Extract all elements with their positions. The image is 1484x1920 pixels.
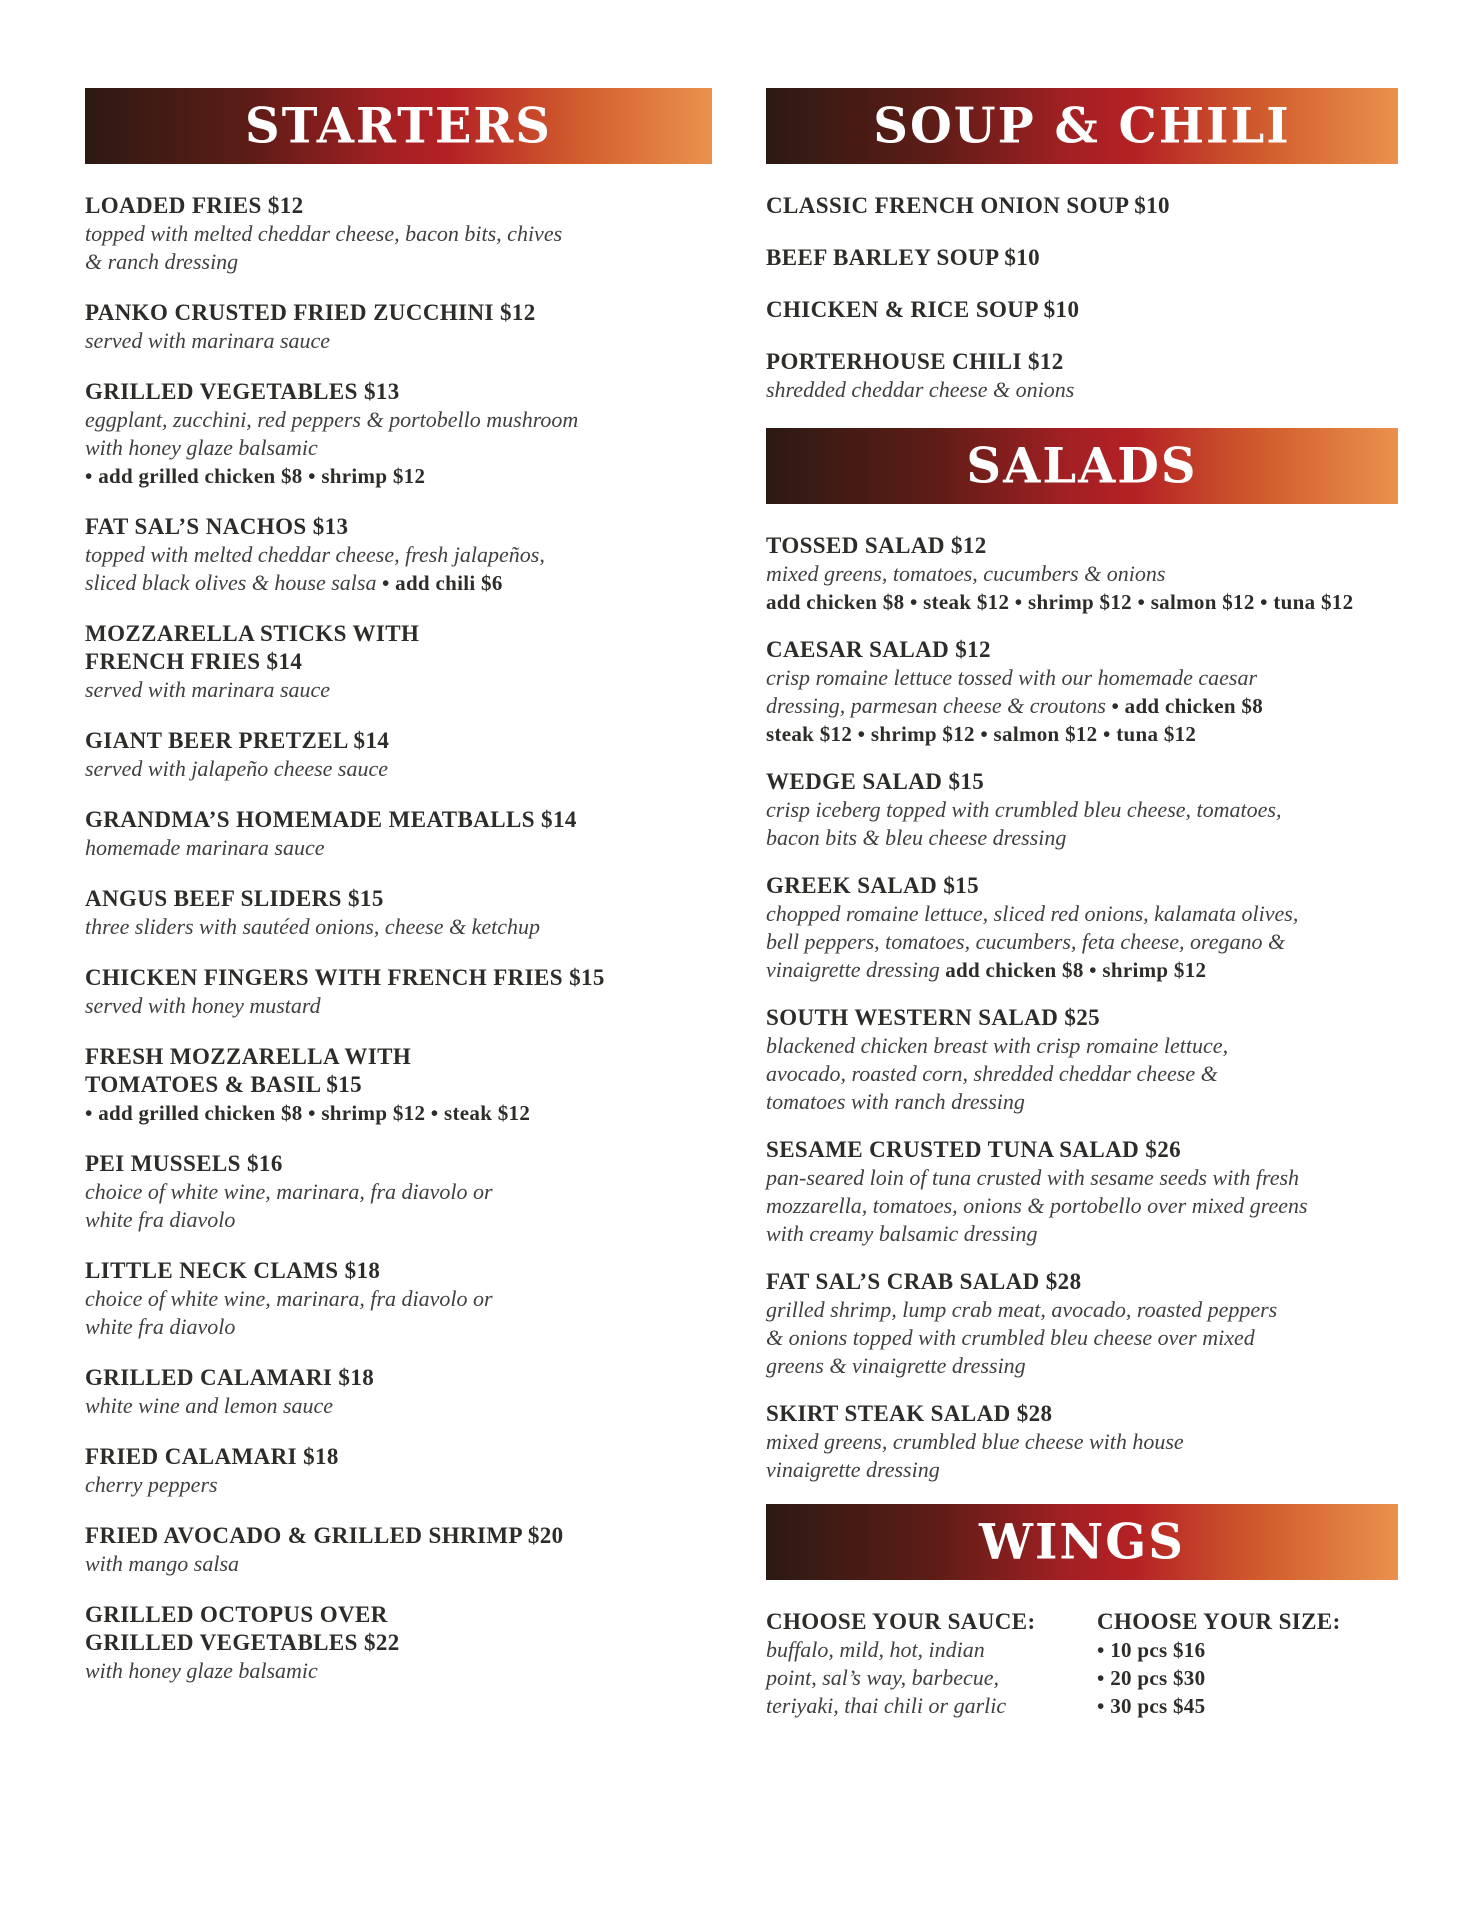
wings-group-heading: CHOOSE YOUR SIZE: xyxy=(1097,1609,1341,1634)
section-title: STARTERS xyxy=(245,97,552,155)
desc-segment: grilled shrimp, lump crab meat, avocado, roasted peppers xyxy=(766,1297,1278,1322)
item-title: FAT SAL’S NACHOS $13 xyxy=(85,514,349,539)
desc-segment: eggplant, zucchini, red peppers & portobello mushroom xyxy=(85,407,579,432)
section-header-bar xyxy=(85,88,712,164)
desc-segment: white fra diavolo xyxy=(85,1314,236,1339)
item-title: FRESH MOZZARELLA WITH xyxy=(85,1044,412,1069)
item-description-line xyxy=(85,1206,712,1234)
desc-segment: • add grilled chicken $8 • shrimp $12 • steak $12 xyxy=(85,1101,531,1125)
item-title: ANGUS BEEF SLIDERS $15 xyxy=(85,886,384,911)
item-title: GRILLED OCTOPUS OVER xyxy=(85,1602,388,1627)
item-title: FAT SAL’S CRAB SALAD $28 xyxy=(766,1269,1082,1294)
menu-item xyxy=(85,1601,712,1685)
menu-item xyxy=(85,299,712,355)
desc-segment: served with jalapeño cheese sauce xyxy=(85,756,389,781)
item-title: LITTLE NECK CLAMS $18 xyxy=(85,1258,381,1283)
desc-segment: dressing, parmesan cheese & croutons xyxy=(766,693,1112,718)
menu-item xyxy=(766,1268,1398,1380)
section-title: WINGS xyxy=(979,1513,1185,1571)
menu-item xyxy=(85,1443,712,1499)
desc-segment: • add grilled chicken $8 • shrimp $12 xyxy=(85,464,426,488)
menu-item xyxy=(85,1043,712,1127)
desc-segment: • add chicken $8 xyxy=(1111,694,1264,718)
desc-segment: served with marinara sauce xyxy=(85,328,331,353)
item-description-line xyxy=(85,434,712,462)
menu-item xyxy=(766,296,1398,324)
item-description-line xyxy=(85,1285,712,1313)
item-title: GRILLED CALAMARI $18 xyxy=(85,1365,375,1390)
desc-segment: vinaigrette dressing xyxy=(766,957,946,982)
item-title: GRANDMA’S HOMEMADE MEATBALLS $14 xyxy=(85,807,577,832)
item-description-line xyxy=(766,1088,1398,1116)
desc-segment: three sliders with sautéed onions, cheese & ketchup xyxy=(85,914,540,939)
menu-item xyxy=(766,1400,1398,1484)
menu-item xyxy=(766,244,1398,272)
desc-segment: • 30 pcs $45 xyxy=(1097,1694,1206,1718)
item-description-line xyxy=(766,1324,1398,1352)
item-description-line xyxy=(85,1392,712,1420)
desc-segment: tomatoes with ranch dressing xyxy=(766,1089,1025,1114)
menu-item xyxy=(85,885,712,941)
menu-column-right xyxy=(766,88,1398,1920)
desc-segment: add chicken $8 • shrimp $12 xyxy=(945,958,1207,982)
desc-segment: avocado, roasted corn, shredded cheddar cheese & xyxy=(766,1061,1218,1086)
desc-segment: with mango salsa xyxy=(85,1551,240,1576)
item-description-line xyxy=(85,569,712,597)
item-title: CHICKEN & RICE SOUP $10 xyxy=(766,297,1080,322)
item-title: GRILLED VEGETABLES $22 xyxy=(85,1630,400,1655)
item-title: SESAME CRUSTED TUNA SALAD $26 xyxy=(766,1137,1182,1162)
item-title: LOADED FRIES $12 xyxy=(85,193,304,218)
menu-item xyxy=(85,1257,712,1341)
desc-segment: homemade marinara sauce xyxy=(85,835,325,860)
desc-segment: steak $12 • shrimp $12 • salmon $12 • tuna $12 xyxy=(766,722,1197,746)
item-description-line xyxy=(766,1352,1398,1380)
item-description-line xyxy=(85,755,712,783)
wings-group-size xyxy=(1097,1608,1341,1720)
item-description-line xyxy=(766,824,1398,852)
item-title: PANKO CRUSTED FRIED ZUCCHINI $12 xyxy=(85,300,536,325)
menu-column-left xyxy=(85,88,712,1920)
menu-item xyxy=(85,192,712,276)
item-description-line xyxy=(85,913,712,941)
item-title: GRILLED VEGETABLES $13 xyxy=(85,379,400,404)
item-title: PORTERHOUSE CHILI $12 xyxy=(766,349,1064,374)
item-title: CHICKEN FINGERS WITH FRENCH FRIES $15 xyxy=(85,965,605,990)
item-title: WEDGE SALAD $15 xyxy=(766,769,985,794)
desc-segment: white fra diavolo xyxy=(85,1207,236,1232)
desc-segment: crisp romaine lettuce tossed with our homemade caesar xyxy=(766,665,1258,690)
item-description-line xyxy=(85,220,712,248)
item-title: BEEF BARLEY SOUP $10 xyxy=(766,245,1041,270)
desc-segment: • 10 pcs $16 xyxy=(1097,1638,1206,1662)
wings-options xyxy=(766,1608,1398,1720)
desc-segment: point, sal’s way, barbecue, xyxy=(766,1665,1000,1690)
item-description-line xyxy=(766,956,1398,984)
desc-segment: add chicken $8 • steak $12 • shrimp $12 • salmon $12 • tuna $12 xyxy=(766,590,1354,614)
menu-item xyxy=(766,348,1398,404)
item-description-line xyxy=(766,1428,1398,1456)
item-description-line xyxy=(766,1220,1398,1248)
desc-segment: chopped romaine lettuce, sliced red onions, kalamata olives, xyxy=(766,901,1299,926)
item-title: SOUTH WESTERN SALAD $25 xyxy=(766,1005,1101,1030)
desc-segment: teriyaki, thai chili or garlic xyxy=(766,1693,1007,1718)
item-description-line xyxy=(766,376,1398,404)
desc-segment: served with honey mustard xyxy=(85,993,321,1018)
menu-item xyxy=(766,872,1398,984)
item-description-line xyxy=(766,928,1398,956)
item-description-line xyxy=(766,1192,1398,1220)
item-description-line xyxy=(85,676,712,704)
section-soup xyxy=(766,88,1398,404)
desc-segment: topped with melted cheddar cheese, fresh jalapeños, xyxy=(85,542,545,567)
item-description-line xyxy=(766,1032,1398,1060)
menu-item xyxy=(85,620,712,704)
item-description-line xyxy=(85,1471,712,1499)
desc-segment: crisp iceberg topped with crumbled bleu cheese, tomatoes, xyxy=(766,797,1282,822)
item-description-line xyxy=(85,1099,712,1127)
item-description-line xyxy=(766,1060,1398,1088)
menu-item xyxy=(85,806,712,862)
desc-segment: bacon bits & bleu cheese dressing xyxy=(766,825,1067,850)
menu-item xyxy=(85,1364,712,1420)
section-starters xyxy=(85,88,712,1685)
wings-group-sauce xyxy=(766,1608,1097,1720)
item-description-line xyxy=(85,1313,712,1341)
section-header-bar xyxy=(766,428,1398,504)
desc-segment: mixed greens, tomatoes, cucumbers & onions xyxy=(766,561,1166,586)
item-description-line xyxy=(85,1178,712,1206)
desc-segment: mozzarella, tomatoes, onions & portobello over mixed greens xyxy=(766,1193,1308,1218)
desc-segment: vinaigrette dressing xyxy=(766,1457,940,1482)
item-description-line xyxy=(766,560,1398,588)
item-description-line xyxy=(85,1657,712,1685)
menu-item xyxy=(85,964,712,1020)
item-description-line xyxy=(766,900,1398,928)
item-description-line xyxy=(85,406,712,434)
item-description-line xyxy=(85,248,712,276)
menu-item xyxy=(766,1004,1398,1116)
desc-segment: • add chili $6 xyxy=(381,571,503,595)
desc-segment: sliced black olives & house salsa xyxy=(85,570,382,595)
item-title: FRENCH FRIES $14 xyxy=(85,649,303,674)
desc-segment: greens & vinaigrette dressing xyxy=(766,1353,1026,1378)
item-title: CLASSIC FRENCH ONION SOUP $10 xyxy=(766,193,1170,218)
wings-option-line xyxy=(766,1664,1097,1692)
desc-segment: with honey glaze balsamic xyxy=(85,1658,318,1683)
desc-segment: & onions topped with crumbled bleu cheese over mixed xyxy=(766,1325,1255,1350)
item-title: PEI MUSSELS $16 xyxy=(85,1151,283,1176)
menu-item xyxy=(766,768,1398,852)
menu-item xyxy=(766,1136,1398,1248)
item-title: SKIRT STEAK SALAD $28 xyxy=(766,1401,1053,1426)
menu-item xyxy=(85,1522,712,1578)
item-title: FRIED CALAMARI $18 xyxy=(85,1444,339,1469)
desc-segment: topped with melted cheddar cheese, bacon bits, chives xyxy=(85,221,563,246)
item-description-line xyxy=(766,588,1398,616)
item-description-line xyxy=(85,1550,712,1578)
menu-item xyxy=(85,378,712,490)
section-wings xyxy=(766,1504,1398,1720)
item-title: TOMATOES & BASIL $15 xyxy=(85,1072,363,1097)
desc-segment: pan-seared loin of tuna crusted with sesame seeds with fresh xyxy=(766,1165,1300,1190)
item-title: GIANT BEER PRETZEL $14 xyxy=(85,728,390,753)
item-description-line xyxy=(766,1164,1398,1192)
desc-segment: choice of white wine, marinara, fra diavolo or xyxy=(85,1179,493,1204)
menu-item xyxy=(766,192,1398,220)
item-description-line xyxy=(85,834,712,862)
desc-segment: mixed greens, crumbled blue cheese with house xyxy=(766,1429,1184,1454)
wings-option-line xyxy=(766,1692,1097,1720)
item-title: GREEK SALAD $15 xyxy=(766,873,980,898)
item-description-line xyxy=(85,992,712,1020)
menu-item xyxy=(766,532,1398,616)
desc-segment: with honey glaze balsamic xyxy=(85,435,318,460)
item-description-line xyxy=(766,720,1398,748)
wings-option-line xyxy=(766,1636,1097,1664)
item-title: TOSSED SALAD $12 xyxy=(766,533,987,558)
desc-segment: & ranch dressing xyxy=(85,249,239,274)
menu-item xyxy=(766,636,1398,748)
desc-segment: cherry peppers xyxy=(85,1472,218,1497)
item-title: MOZZARELLA STICKS WITH xyxy=(85,621,420,646)
item-description-line xyxy=(766,664,1398,692)
item-description-line xyxy=(766,796,1398,824)
section-header-bar xyxy=(766,1504,1398,1580)
section-header-bar xyxy=(766,88,1398,164)
item-description-line xyxy=(766,1456,1398,1484)
item-description-line xyxy=(85,327,712,355)
item-description-line xyxy=(766,692,1398,720)
wings-option-line xyxy=(1097,1664,1341,1692)
section-title: SOUP & CHILI xyxy=(873,97,1291,155)
desc-segment: served with marinara sauce xyxy=(85,677,331,702)
desc-segment: with creamy balsamic dressing xyxy=(766,1221,1038,1246)
desc-segment: bell peppers, tomatoes, cucumbers, feta cheese, oregano & xyxy=(766,929,1286,954)
item-description-line xyxy=(766,1296,1398,1324)
menu-item xyxy=(85,1150,712,1234)
item-title: FRIED AVOCADO & GRILLED SHRIMP $20 xyxy=(85,1523,564,1548)
menu-item xyxy=(85,513,712,597)
item-description-line xyxy=(85,541,712,569)
desc-segment: • 20 pcs $30 xyxy=(1097,1666,1206,1690)
wings-option-line xyxy=(1097,1692,1341,1720)
desc-segment: choice of white wine, marinara, fra diavolo or xyxy=(85,1286,493,1311)
wings-group-heading: CHOOSE YOUR SAUCE: xyxy=(766,1609,1036,1634)
wings-option-line xyxy=(1097,1636,1341,1664)
desc-segment: shredded cheddar cheese & onions xyxy=(766,377,1075,402)
item-description-line xyxy=(85,462,712,490)
section-title: SALADS xyxy=(966,437,1198,495)
desc-segment: buffalo, mild, hot, indian xyxy=(766,1637,985,1662)
desc-segment: white wine and lemon sauce xyxy=(85,1393,334,1418)
item-title: CAESAR SALAD $12 xyxy=(766,637,991,662)
section-salads xyxy=(766,428,1398,1484)
desc-segment: blackened chicken breast with crisp romaine lettuce, xyxy=(766,1033,1229,1058)
menu-item xyxy=(85,727,712,783)
